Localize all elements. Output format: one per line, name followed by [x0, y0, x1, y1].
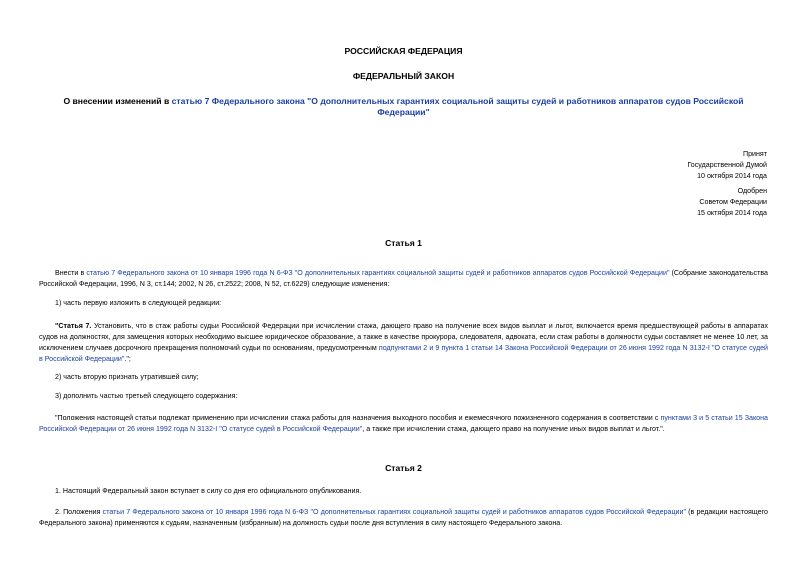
- country-heading: РОССИЙСКАЯ ФЕДЕРАЦИЯ: [344, 46, 463, 56]
- article2-para1: 1. Настоящий Федеральный закон вступает в силу со дня его официального опубликования.: [55, 487, 362, 495]
- approval-line3: 15 октября 2014 года: [697, 208, 767, 217]
- article2-para2-b: (в редакции настоящего Федерального закона) применяются к судьям, назначенным (избранным) на должность судьи после дня вступления в силу настоящего Федерального закона.: [39, 508, 768, 527]
- approval-line1: Одобрен: [737, 187, 767, 195]
- article1-item2: 2) часть вторую признать утратившей силу;: [55, 373, 199, 381]
- article1-intro-b: (Собрание законодательства Российской Федерации, 1996, N 3, ст.144; 2002, N 26, ст.2522; 2008, N 52, ст.6229) следующие изменения:: [39, 269, 768, 288]
- law-title: [40, 96, 767, 118]
- article2-heading: Статья 2: [385, 463, 422, 473]
- article1-quote: [39, 321, 768, 365]
- article2-para2: [39, 507, 768, 529]
- article1-item3: 3) дополнить частью третьей следующего содержания:: [55, 392, 238, 400]
- quote-text-a: Установить, что в стаж работы судьи Российской Федерации при исчислении стажа, дающего право на получение всех видов выплат и льгот, включается время предшествующей работы в аппаратах судов на должностях, для замещения которых необходимо высшее юридическое образование, а также в качестве прокурора, следователя, адвоката, если стаж работы в должности судьи составляет не менее 10 лет, за исключением случаев досрочного прекращения полномочий судьи по основаниям, предусмотренным: [39, 322, 768, 352]
- article1-intro-a: Внести в: [55, 269, 87, 277]
- quote-text-b: .";: [124, 355, 131, 363]
- article1-part3: [39, 413, 768, 435]
- approval-line2: Советом Федерации: [699, 197, 767, 206]
- quote-article-label: "Статья 7.: [55, 322, 92, 330]
- article1-intro: [39, 268, 768, 290]
- article1-heading: Статья 1: [385, 238, 422, 248]
- approval-block: [697, 186, 767, 218]
- adoption-block: [687, 149, 767, 181]
- article1-intro-link[interactable]: статью 7 Федерального закона от 10 января 1996 года N 6-ФЗ "О дополнительных гарантиях социальной защиты судей и работников аппаратов судов Российской Федерации": [86, 269, 670, 277]
- adoption-line2: Государственной Думой: [687, 160, 767, 169]
- article2-para2-link[interactable]: статьи 7 Федерального закона от 10 января 1996 года N 6-ФЗ "О дополнительных гарантиях социальной защиты судей и работников аппаратов судов Российской Федерации": [102, 508, 686, 516]
- part3-text-a: "Положения настоящей статьи подлежат применению при исчислении стажа работы для назначения выходного пособия и ежемесячного пожизненного содержания в соответствии с: [55, 414, 661, 422]
- article2-para2-a: 2. Положения: [55, 508, 103, 516]
- part3-link[interactable]: пунктами 3 и 5 статьи 15 Закона Российской Федерации от 26 июня 1992 года N 3132-I "О статусе судей в Российской Федерации": [39, 414, 768, 433]
- article1-item1: 1) часть первую изложить в следующей редакции:: [55, 299, 222, 307]
- adoption-line1: Принят: [742, 150, 767, 158]
- doc-type-heading: ФЕДЕРАЛЬНЫЙ ЗАКОН: [352, 71, 455, 81]
- law-title-prefix: О внесении изменений в: [63, 96, 172, 106]
- part3-text-b: , а также при исчислении стажа, дающего право на получение иных видов выплат и льгот.".: [362, 425, 665, 433]
- quote-link[interactable]: подпунктами 2 и 9 пункта 1 статьи 14 Закона Российской Федерации от 26 июня 1992 года N 3132-I "О статусе судей в Российской Федерации": [39, 344, 768, 363]
- law-title-link[interactable]: статью 7 Федерального закона "О дополнительных гарантиях социальной защиты судей и работников аппаратов судов Российской Федерации": [171, 96, 744, 117]
- adoption-line3: 10 октября 2014 года: [697, 171, 767, 180]
